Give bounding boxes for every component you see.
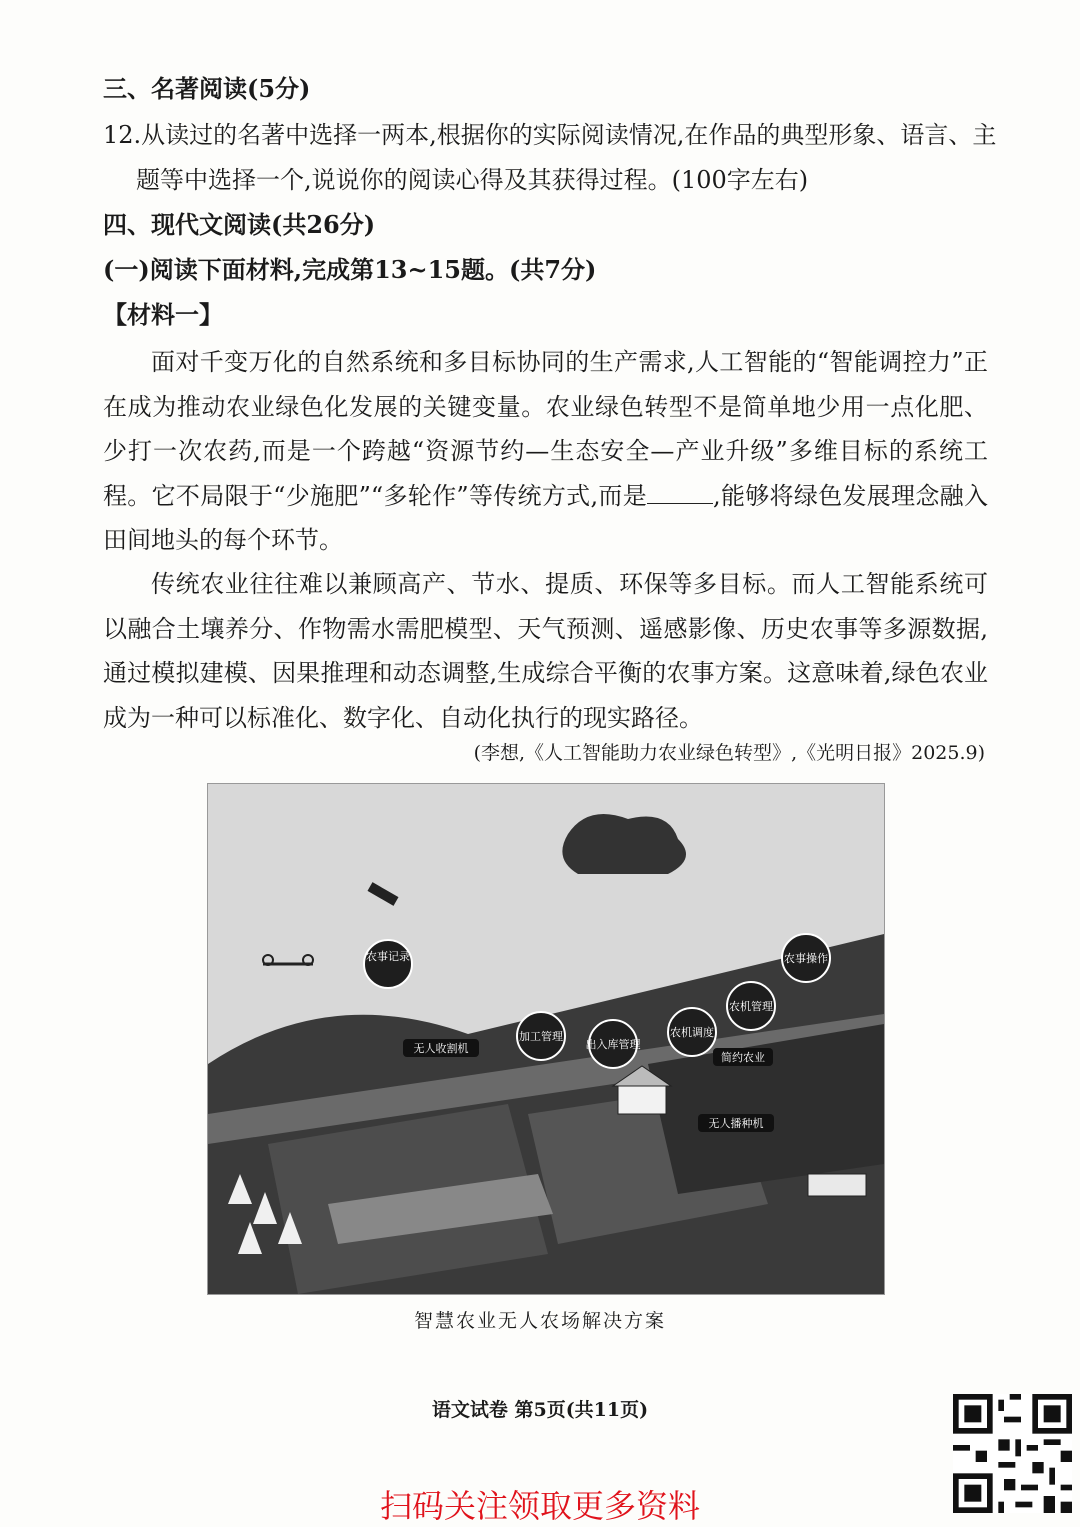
question12-line2: 题等中选择一个,说说你的阅读心得及其获得过程。(100字左右) bbox=[136, 166, 809, 194]
svg-text:农机管理: 农机管理 bbox=[729, 1000, 773, 1013]
subsection1-heading: (一)阅读下面材料,完成第13~15题。(共7分) bbox=[103, 255, 597, 284]
paragraph1-text-a: 面对千变万化的自然系统和多目标协同的生产需求,人工智能的“智能调控力”正在成为推动农业绿色化发展的关键变量。农业绿色转型不是简单地少用一点化肥、少打一次农药,而是一个跨越“资源节约—生态安全—产业升级”多维目标的系统工程。它不局限于“少施肥”“多轮作”等传统方式,而是 bbox=[103, 348, 988, 510]
paragraph1-text-b: ,能够将绿色发展理念融入田间地头的每个环节。 bbox=[103, 481, 988, 554]
svg-text:出入库管理: 出入库管理 bbox=[585, 1038, 641, 1051]
tag-smart-agri bbox=[713, 1048, 773, 1066]
svg-text:农机调度: 农机调度 bbox=[670, 1026, 714, 1039]
label-farm-record bbox=[364, 940, 412, 988]
smart-farm-illustration bbox=[208, 784, 884, 1294]
label-machinery-dispatch bbox=[668, 1008, 716, 1056]
label-farm-ops bbox=[782, 934, 830, 982]
smart-farm-figure bbox=[207, 783, 885, 1295]
material1-paragraph1 bbox=[103, 340, 988, 563]
svg-text:农事操作: 农事操作 bbox=[784, 952, 828, 965]
material1-label: 【材料一】 bbox=[103, 300, 223, 329]
paragraph2-text: 传统农业往往难以兼顾高产、节水、提质、环保等多目标。而人工智能系统可以融合土壤养分、作物需水需肥模型、天气预测、遥感影像、历史农事等多源数据,通过模拟建模、因果推理和动态调整,生成综合平衡的农事方案。这意味着,绿色农业成为一种可以标准化、数字化、自动化执行的现实路径。 bbox=[103, 570, 988, 732]
promo-text: 扫码关注领取更多资料 bbox=[379, 1487, 700, 1525]
question12-line1: 12.从读过的名著中选择一两本,根据你的实际阅读情况,在作品的典型形象、语言、主 bbox=[103, 121, 997, 149]
svg-text:无人播种机: 无人播种机 bbox=[708, 1117, 764, 1130]
page-footer: 语文试卷 第5页(共11页) bbox=[431, 1399, 649, 1421]
svg-text:农事记录: 农事记录 bbox=[366, 950, 410, 963]
material1-source: (李想,《人工智能助力农业绿色转型》,《光明日报》2025.9) bbox=[473, 742, 985, 764]
fill-in-blank[interactable] bbox=[647, 481, 713, 504]
svg-text:简约农业: 简约农业 bbox=[721, 1051, 765, 1064]
figure-caption: 智慧农业无人农场解决方案 bbox=[413, 1310, 666, 1332]
label-machinery-mgmt bbox=[727, 982, 775, 1030]
tag-unmanned-seeder bbox=[698, 1114, 774, 1132]
svg-text:无人收割机: 无人收割机 bbox=[413, 1042, 469, 1055]
material1-paragraph2 bbox=[103, 562, 988, 740]
tag-unmanned-harvester bbox=[403, 1039, 479, 1057]
section4-heading: 四、现代文阅读(共26分) bbox=[103, 210, 376, 239]
svg-text:加工管理: 加工管理 bbox=[519, 1030, 563, 1043]
label-processing bbox=[517, 1012, 565, 1060]
section3-heading: 三、名著阅读(5分) bbox=[103, 74, 311, 103]
